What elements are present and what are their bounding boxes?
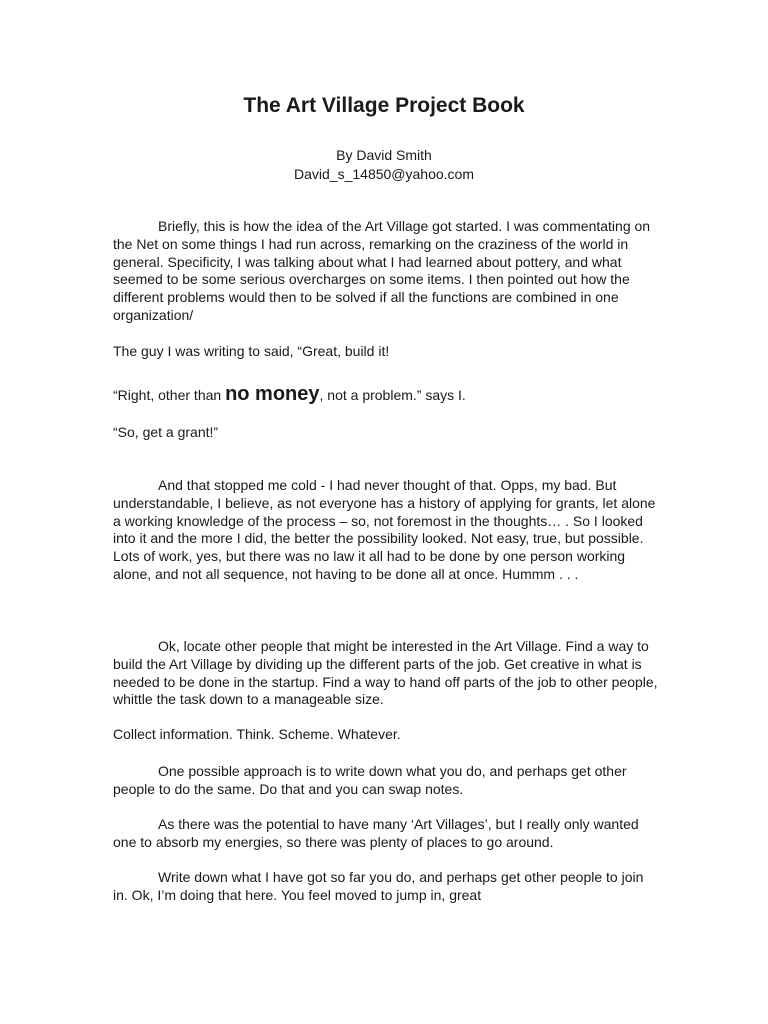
paragraph-locate-people <box>113 638 658 709</box>
paragraph-text: The guy I was writing to said, “Great, build it! <box>113 343 390 359</box>
paragraph-quote-build <box>113 343 658 361</box>
document-title: The Art Village Project Book <box>243 94 525 117</box>
paragraph-stopped-cold <box>113 477 658 584</box>
paragraph-text: As there was the potential to have many ‘Art Villages’, but I really only wanted one to absorb my energies, so there was plenty of places to go around. <box>113 816 639 850</box>
paragraph-text: Collect information. Think. Scheme. Whatever. <box>113 726 401 742</box>
paragraph-text: Write down what I have got so far you do, and perhaps get other people to join in. Ok, I’m doing that here. You feel moved to jump in, great <box>113 869 644 903</box>
paragraph-text: Briefly, this is how the idea of the Art Village got started. I was commentating on the Net on some things I had run across, remarking on the craziness of the world in general. Specificity, I was talking about what I had learned about pottery, and what seemed to be some serious overcharges on some items. I then pointed out how the different problems would then to be solved if all the functions are combined in one organization/ <box>113 218 651 323</box>
emphasis-no-money: no money <box>225 383 320 405</box>
paragraph-text: Ok, locate other people that might be interested in the Art Village. Find a way to build the Art Village by dividing up the different parts of the job. Get creative in what is needed to be done in the startup. Find a way to hand off parts of the job to other people, whittle the task down to a manageable size. <box>113 638 658 708</box>
paragraph-collect-info <box>113 726 658 744</box>
paragraph-write-down <box>113 869 658 905</box>
paragraph-no-money <box>113 382 658 407</box>
paragraph-art-villages <box>113 816 658 852</box>
paragraph-possible-approach <box>113 763 658 799</box>
paragraph-text-after: , not a problem.” says I. <box>319 387 466 403</box>
paragraph-text: “So, get a grant!” <box>113 424 219 440</box>
paragraph-origin <box>113 218 658 325</box>
paragraph-grant <box>113 424 658 442</box>
author-email: David_s_14850@yahoo.com <box>294 166 474 182</box>
paragraph-text: And that stopped me cold - I had never thought of that. Opps, my bad. But understandable, I believe, as not everyone has a history of applying for grants, let alone a working knowledge of the process – so, not foremost in the thoughts… . So I looked into it and the more I did, the better the possibility looked. Not easy, true, but possible. Lots of work, yes, but there was no law it all had to be done by one person working alone, and not all sequence, not having to be done all at once. Hummm . . . <box>113 477 656 582</box>
author-line: By David Smith <box>336 147 432 163</box>
paragraph-text-before: “Right, other than <box>113 387 226 403</box>
paragraph-text: One possible approach is to write down what you do, and perhaps get other people to do the same. Do that and you can swap notes. <box>113 763 627 797</box>
